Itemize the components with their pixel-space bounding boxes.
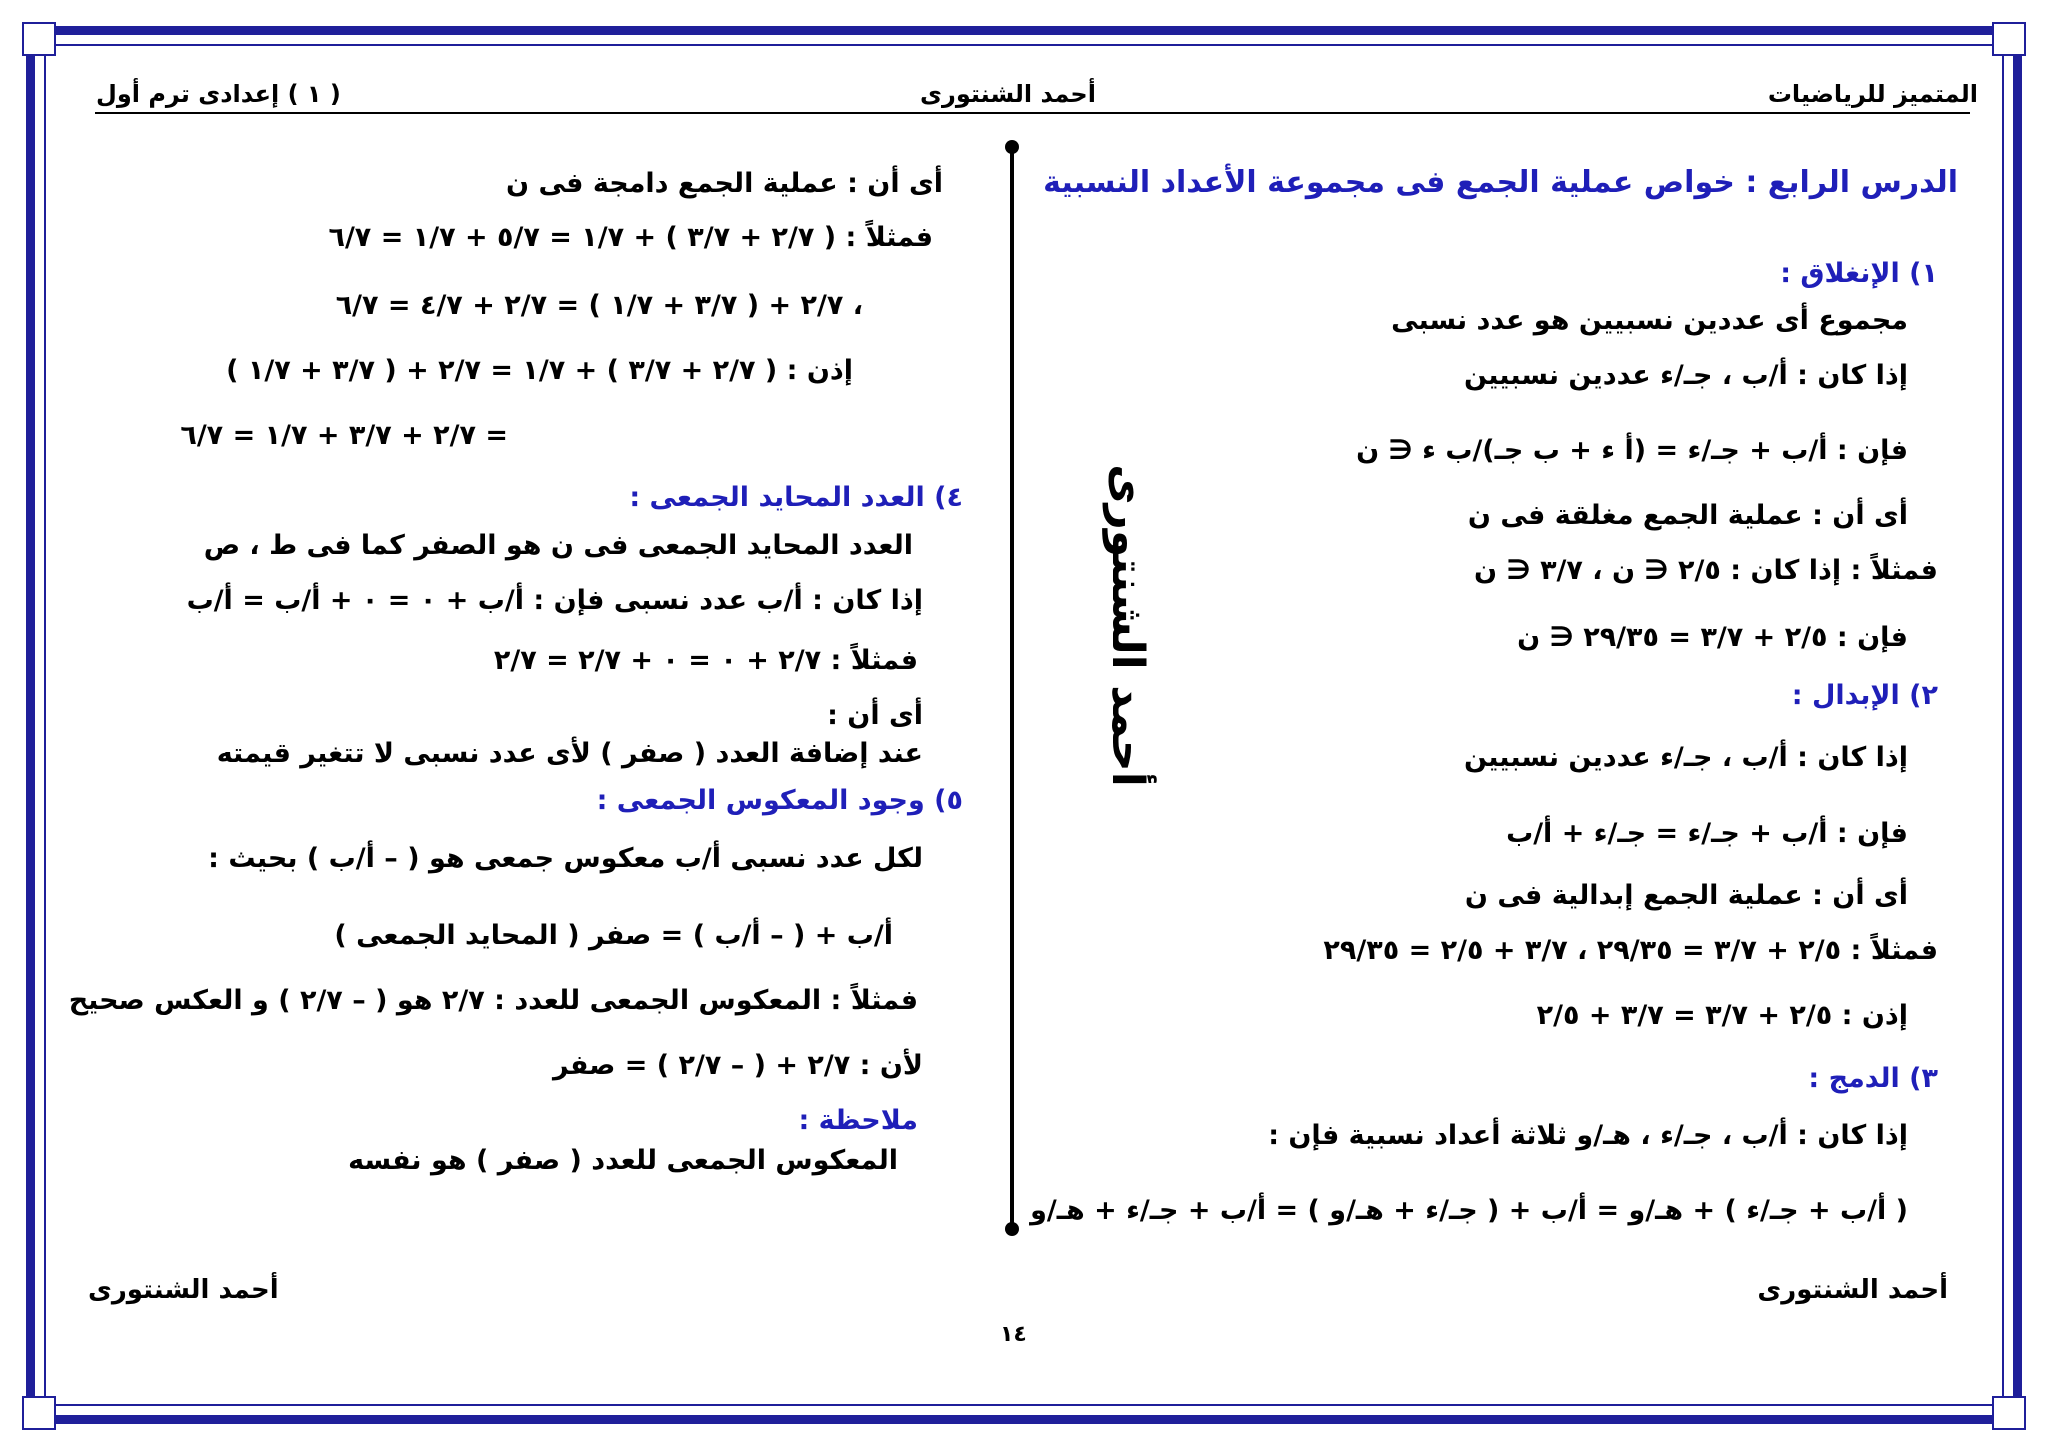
text-line: لكل عدد نسبى أ/ب معكوس جمعى هو ( – أ/ب ) بحيث : — [208, 843, 923, 874]
text-line: أى أن : عملية الجمع مغلقة فى ن — [1467, 500, 1908, 531]
frame-corner-top-left — [22, 22, 56, 56]
math-line: ، ٢/٧ + ( ٣/٧ + ١/٧ ) = ٢/٧ + ٤/٧ = ٦/٧ — [335, 290, 863, 321]
example-line: فمثلاً : ٢/٥ + ٣/٧ = ٢٩/٣٥ ، ٣/٧ + ٢/٥ = ٢٩/٣٥ — [1323, 935, 1938, 966]
lesson-title: الدرس الرابع : خواص عملية الجمع فى مجموعة الأعداد النسبية — [1043, 165, 1958, 200]
math-line: إذن : ٢/٥ + ٣/٧ = ٣/٧ + ٢/٥ — [1536, 1000, 1908, 1031]
divider-dot-bottom — [1005, 1222, 1019, 1236]
frame-corner-top-right — [1992, 22, 2026, 56]
text-line: عند إضافة العدد ( صفر ) لأى عدد نسبى لا تتغير قيمته — [216, 738, 923, 769]
commutative-heading: ٢) الإبدال : — [1791, 680, 1938, 711]
math-line: فإن : أ/ب + جـ/ء = (أ ء + ب جـ)/ب ء ∈ ن — [1356, 435, 1908, 466]
inverse-heading: ٥) وجود المعكوس الجمعى : — [596, 785, 963, 816]
note-heading: ملاحظة : — [798, 1105, 918, 1136]
math-line: إذا كان : أ/ب عدد نسبى فإن : أ/ب + ٠ = ٠ + أ/ب = أ/ب — [186, 585, 923, 616]
math-line: فإن : ٢/٥ + ٣/٧ = ٢٩/٣٥ ∈ ن — [1517, 622, 1908, 653]
frame-corner-bottom-left — [22, 1396, 56, 1430]
text-line: إذا كان : أ/ب ، جـ/ء عددين نسبيين — [1463, 360, 1908, 391]
divider-dot-top — [1005, 140, 1019, 154]
text-line: أى أن : عملية الجمع إبدالية فى ن — [1464, 880, 1908, 911]
column-divider — [1010, 146, 1014, 1231]
math-line: ( أ/ب + جـ/ء ) + هـ/و = أ/ب + ( جـ/ء + هـ/و ) = أ/ب + جـ/ء + هـ/و — [1030, 1195, 1908, 1226]
text-line: إذا كان : أ/ب ، جـ/ء ، هـ/و ثلاثة أعداد نسبية فإن : — [1268, 1120, 1908, 1151]
header-grade: ( ١ ) إعدادى ترم أول — [96, 80, 341, 108]
math-line: لأن : ٢/٧ + ( – ٢/٧ ) = صفر — [553, 1050, 923, 1081]
math-line: فإن : أ/ب + جـ/ء = جـ/ء + أ/ب — [1506, 818, 1908, 849]
text-line: أى أن : عملية الجمع دامجة فى ن — [506, 168, 943, 199]
example-line: فمثلاً : المعكوس الجمعى للعدد : ٢/٧ هو ( – ٢/٧ ) و العكس صحيح — [68, 985, 918, 1016]
author-watermark: أحمد الشنتورى — [1101, 464, 1153, 787]
text-line: مجموع أى عددين نسبيين هو عدد نسبى — [1391, 305, 1908, 336]
header-rule — [95, 112, 1970, 114]
frame-corner-bottom-right — [1992, 1396, 2026, 1430]
text-line: المعكوس الجمعى للعدد ( صفر ) هو نفسه — [348, 1145, 898, 1176]
text-line: أى أن : — [827, 700, 923, 731]
math-line: = ٢/٧ + ٣/٧ + ١/٧ = ٦/٧ — [180, 420, 508, 451]
identity-heading: ٤) العدد المحايد الجمعى : — [629, 482, 963, 513]
header-author: أحمد الشنتورى — [920, 80, 1096, 108]
math-line: أ/ب + ( – أ/ب ) = صفر ( المحايد الجمعى ) — [334, 920, 893, 951]
footer-author-left: أحمد الشنتورى — [88, 1275, 279, 1305]
footer-author-right: أحمد الشنتورى — [1757, 1275, 1948, 1305]
math-line: إذن : ( ٢/٧ + ٣/٧ ) + ١/٧ = ٢/٧ + ( ٣/٧ + ١/٧ ) — [226, 355, 853, 386]
example-line: فمثلاً : ٢/٧ + ٠ = ٠ + ٢/٧ = ٢/٧ — [493, 645, 918, 676]
example-line: فمثلاً : إذا كان : ٢/٥ ∈ ن ، ٣/٧ ∈ ن — [1474, 555, 1938, 586]
text-line: إذا كان : أ/ب ، جـ/ء عددين نسبيين — [1463, 742, 1908, 773]
page-number: ١٤ — [1000, 1322, 1027, 1347]
text-line: العدد المحايد الجمعى فى ن هو الصفر كما فى ط ، ص — [203, 530, 913, 561]
header-brand: المتميز للرياضيات — [1767, 80, 1978, 108]
associative-heading: ٣) الدمج : — [1808, 1063, 1938, 1094]
example-line: فمثلاً : ( ٢/٧ + ٣/٧ ) + ١/٧ = ٥/٧ + ١/٧ = ٦/٧ — [328, 222, 933, 253]
closure-heading: ١) الإنغلاق : — [1780, 258, 1938, 289]
